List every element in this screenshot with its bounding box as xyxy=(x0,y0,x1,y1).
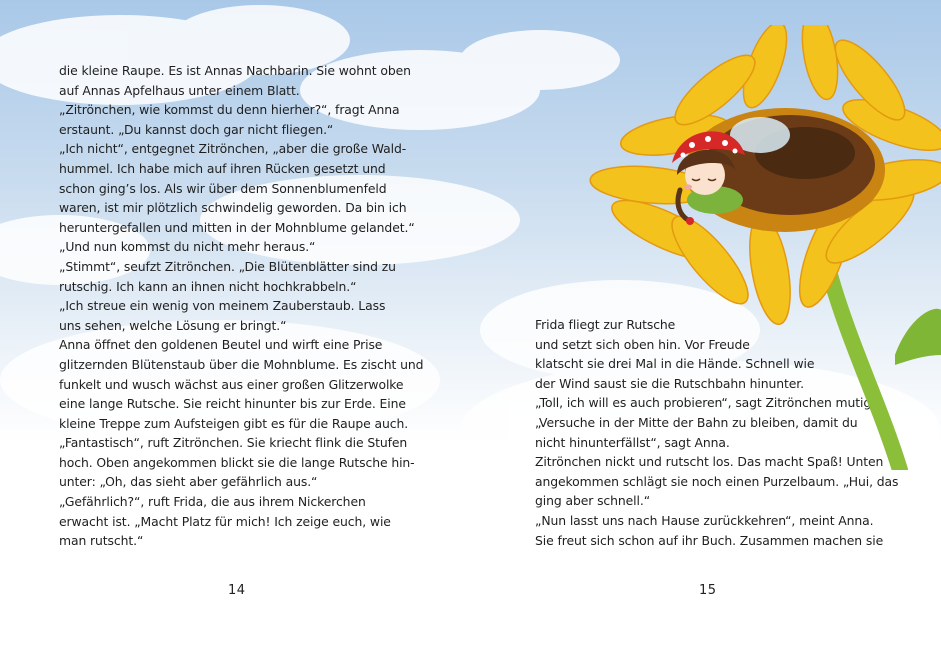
text-line: heruntergefallen und mitten in der Mohnblume gelandet.“ xyxy=(59,219,415,235)
text-line: „Stimmt“, seufzt Zitrönchen. „Die Blütenblätter sind zu xyxy=(59,258,396,274)
text-line: glitzernden Blütenstaub über die Mohnblume. Es zischt und xyxy=(59,356,424,372)
text-line: der Wind saust sie die Rutschbahn hinunter. xyxy=(535,375,805,391)
text-line: kleine Treppe zum Aufsteigen gibt es für die Raupe auch. xyxy=(59,415,409,431)
sunflower-icon xyxy=(589,25,941,327)
text-line: „Ich streue ein wenig von meinem Zauberstaub. Lass xyxy=(59,298,386,314)
text-line: hummel. Ich habe mich auf ihren Rücken gesetzt und xyxy=(59,160,386,176)
text-line: uns sehen, welche Lösung er bringt.“ xyxy=(59,317,287,333)
text-line: „Nun lasst uns nach Hause zurückkehren“, meint Anna. xyxy=(535,512,874,528)
text-line: klatscht sie drei Mal in die Hände. Schnell wie xyxy=(535,356,815,372)
text-line: und setzt sich oben hin. Vor Freude xyxy=(535,336,750,352)
text-line: schon ging’s los. Als wir über dem Sonnenblumenfeld xyxy=(59,180,387,196)
page-number: 14 xyxy=(228,583,246,598)
text-line: „Und nun kommst du nicht mehr heraus.“ xyxy=(59,239,316,255)
text-line: „Toll, ich will es auch probieren“, sagt Zitrönchen mutig. xyxy=(535,395,875,411)
text-line: erstaunt. „Du kannst doch gar nicht fliegen.“ xyxy=(59,121,334,137)
text-line: erwacht ist. „Macht Platz für mich! Ich zeige euch, wie xyxy=(59,513,391,529)
text-line: „Gefährlich?“, ruft Frida, die aus ihrem Nickerchen xyxy=(59,494,366,510)
text-line: funkelt und wusch wächst aus einer großen Glitzerwolke xyxy=(59,376,404,392)
page-number: 15 xyxy=(699,583,717,598)
text-line: „Ich nicht“, entgegnet Zitrönchen, „aber die große Wald- xyxy=(59,141,407,157)
text-line: Anna öffnet den goldenen Beutel und wirft eine Prise xyxy=(59,337,383,353)
text-line: eine lange Rutsche. Sie reicht hinunter bis zur Erde. Eine xyxy=(59,396,406,412)
text-line: hoch. Oben angekommen blickt sie die lange Rutsche hin- xyxy=(59,454,415,470)
stem-icon xyxy=(830,275,941,470)
text-line: man rutscht.“ xyxy=(59,533,144,549)
text-line: Zitrönchen nickt und rutscht los. Das macht Spaß! Unten xyxy=(535,454,884,470)
text-line: ging aber schnell.“ xyxy=(535,493,651,509)
text-line: angekommen schlägt sie noch einen Purzelbaum. „Hui, das xyxy=(535,473,899,489)
text-line: rutschig. Ich kann an ihnen nicht hochkrabbeln.“ xyxy=(59,278,357,294)
text-line: waren, ist mir plötzlich schwindelig geworden. Da bin ich xyxy=(59,200,407,216)
text-line: „Zitrönchen, wie kommst du denn hierher?“, fragt Anna xyxy=(59,102,400,118)
text-line: Frida fliegt zur Rutsche xyxy=(535,317,676,332)
left-page xyxy=(0,0,470,648)
text-line: nicht hinunterfällst“, sagt Anna. xyxy=(535,434,730,450)
text-line: „Versuche in der Mitte der Bahn zu bleiben, damit du xyxy=(535,414,858,430)
left-page-text xyxy=(59,61,423,551)
text-line: die kleine Raupe. Es ist Annas Nachbarin. Sie wohnt oben xyxy=(59,63,411,78)
text-line: Sie freut sich schon auf ihr Buch. Zusammen machen sie xyxy=(535,532,884,548)
sunflower-illustration xyxy=(580,25,941,470)
text-line: unter: „Oh, das sieht aber gefährlich aus.“ xyxy=(59,474,318,490)
text-line: „Fantastisch“, ruft Zitrönchen. Sie kriecht flink die Stufen xyxy=(59,435,408,451)
text-line: auf Annas Apfelhaus unter einem Blatt. xyxy=(59,82,300,98)
